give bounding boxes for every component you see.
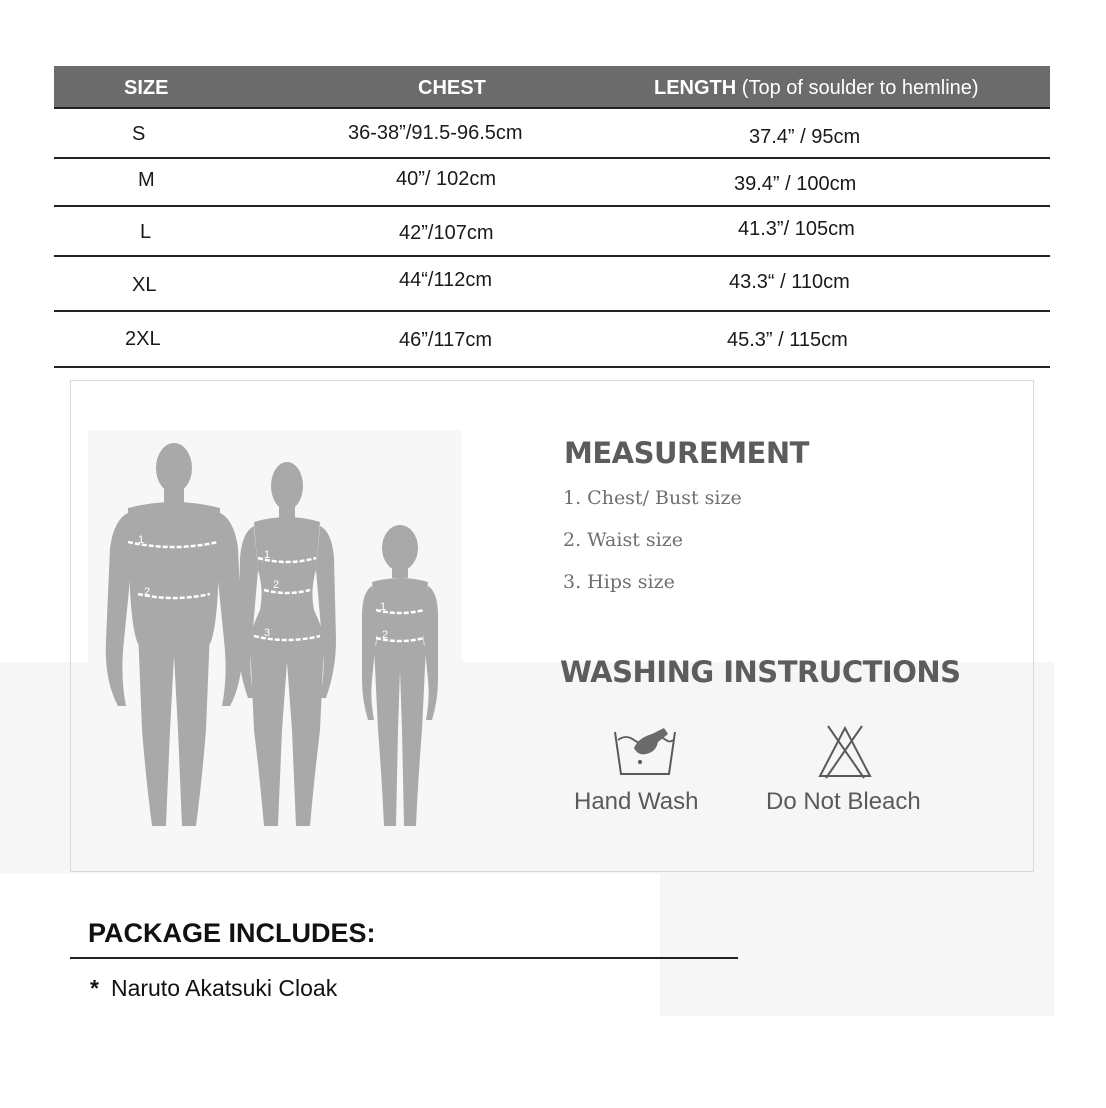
table-header — [54, 66, 1050, 109]
header-size: SIZE — [124, 77, 169, 99]
hand-wash-label: Hand Wash — [574, 788, 699, 815]
measurement-title: MEASUREMENT — [564, 436, 809, 470]
man-mark-1: 1 — [138, 534, 145, 546]
measurement-item-waist: 2. Waist size — [563, 529, 683, 551]
table-row — [54, 159, 1050, 207]
washing-title: WASHING INSTRUCTIONS — [560, 655, 961, 689]
package-title: PACKAGE INCLUDES: — [88, 918, 376, 948]
man-mark-2: 2 — [144, 586, 151, 598]
woman-figure-icon — [238, 462, 336, 826]
cell-size: L — [140, 221, 152, 243]
package-item-label: Naruto Akatsuki Cloak — [110, 975, 338, 1001]
package-divider — [70, 957, 738, 959]
child-mark-2: 2 — [382, 629, 389, 641]
cell-chest: 44“/112cm — [399, 269, 493, 291]
hand-wash-icon — [612, 726, 678, 778]
do-not-bleach-label: Do Not Bleach — [766, 788, 921, 815]
child-mark-1: 1 — [380, 601, 387, 613]
woman-mark-3: 3 — [264, 627, 271, 639]
cell-size: S — [132, 123, 146, 145]
body-figures — [88, 430, 462, 836]
cell-chest: 36-38”/91.5-96.5cm — [348, 122, 523, 144]
cell-length: 41.3”/ 105cm — [738, 218, 855, 240]
cell-length: 37.4” / 95cm — [749, 126, 861, 148]
measurement-item-hips: 3. Hips size — [563, 571, 675, 593]
table-row — [54, 312, 1050, 368]
header-length-label: LENGTH — [654, 77, 737, 99]
measurement-item-chest: 1. Chest/ Bust size — [563, 487, 742, 509]
cell-length: 43.3“ / 110cm — [729, 271, 850, 293]
do-not-bleach-icon — [816, 724, 874, 780]
child-figure-icon — [362, 525, 438, 826]
table-row — [54, 109, 1050, 159]
size-table — [54, 66, 1050, 368]
woman-mark-2: 2 — [273, 579, 280, 591]
table-row — [54, 257, 1050, 312]
man-figure-icon — [106, 443, 243, 826]
cell-chest: 42”/107cm — [399, 222, 494, 244]
cell-chest: 40”/ 102cm — [396, 168, 497, 190]
cell-length: 45.3” / 115cm — [727, 329, 848, 351]
background-panel — [660, 874, 1054, 1016]
cell-chest: 46”/117cm — [399, 329, 493, 351]
body-figures-illustration — [88, 430, 462, 836]
package-item — [90, 975, 337, 1002]
bullet-icon: * — [90, 975, 99, 1001]
header-length-note: (Top of soulder to hemline) — [741, 77, 979, 99]
cell-size: XL — [132, 274, 157, 296]
cell-size: 2XL — [125, 328, 161, 350]
header-length — [654, 77, 979, 100]
woman-mark-1: 1 — [264, 549, 271, 561]
cell-size: M — [138, 169, 155, 191]
table-row — [54, 207, 1050, 257]
header-chest: CHEST — [418, 77, 486, 99]
cell-length: 39.4” / 100cm — [734, 173, 857, 195]
